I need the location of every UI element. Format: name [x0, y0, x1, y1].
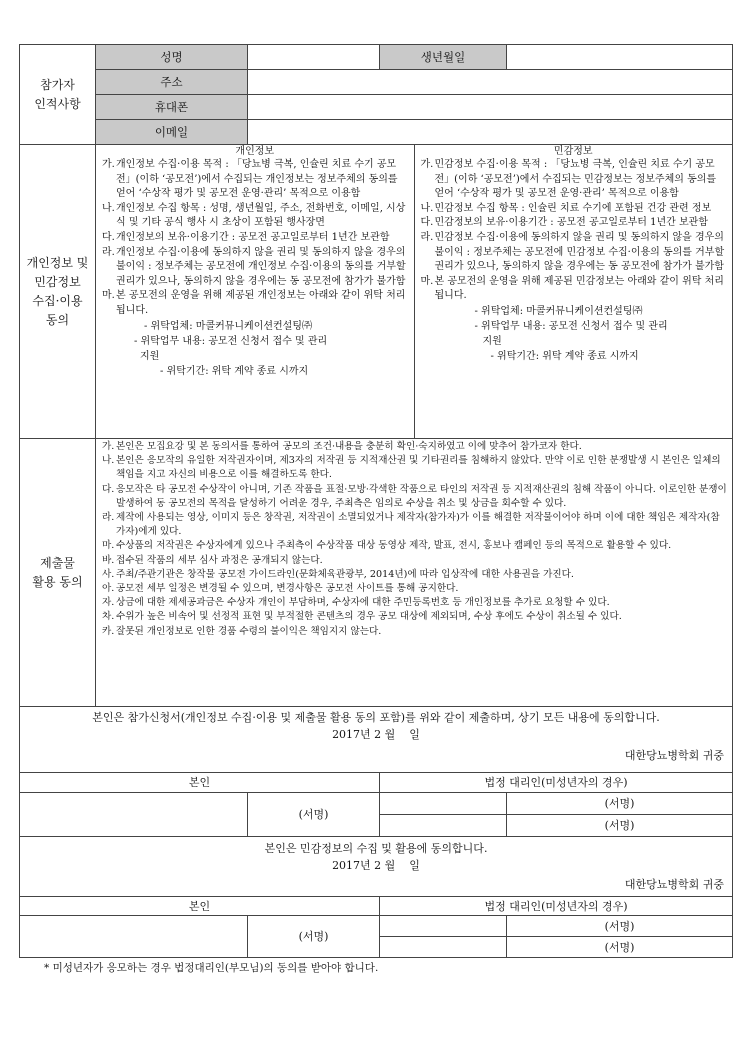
- submission-list: [100, 440, 728, 639]
- list-item-marker: 라.: [102, 512, 115, 524]
- birth-label: 생년월일: [380, 45, 507, 70]
- list-item-marker: 가.: [102, 441, 115, 452]
- list-item-text: 본인은 모집요강 및 본 동의서를 통하여 공모의 조건·내용을 충분히 확인·숙지하였고 이에 맞추어 참가코자 한다.: [116, 441, 582, 452]
- list-item-marker: 마.: [102, 540, 115, 552]
- decl1-self-label: 본인: [20, 773, 380, 793]
- list-item-text: 본 공모전의 운영을 위해 제공된 민감정보는 아래와 같이 위탁 처리됩니다.: [434, 275, 724, 302]
- list-item-marker: 바.: [102, 554, 115, 566]
- decl1-guardian-name-field-1[interactable]: [380, 793, 507, 815]
- minor-consent-note: * 미성년자가 응모하는 경우 법정대리인(부모님)의 동의를 받아야 합니다.: [44, 962, 379, 974]
- list-item: [419, 202, 729, 217]
- decl2-self-name-field[interactable]: [20, 916, 248, 958]
- address-label: 주소: [96, 70, 248, 95]
- list-item-text: 잘못된 개인정보로 인한 경품 수령의 불이익은 책임지지 않는다.: [116, 625, 382, 637]
- list-item: [100, 483, 728, 511]
- list-item-text: 개인정보 수집 항목 : 성명, 생년월일, 주소, 전화번호, 이메일, 시상식 및 기타 공식 행사 시 초상이 포함된 행사장면: [116, 202, 406, 229]
- list-item-text: 민감정보 수집·이용에 동의하지 않을 권리 및 동의하지 않을 경우의 불이익 : 정보주체는 공모전에 민감정보 수집·이용의 동의를 거부할 권리가 있으나, 동의하지 않을 경우에는 동 공모전에 참가가 불가함: [434, 231, 725, 273]
- personal-consignee: - 위탁업체: 마콜커뮤니케이션컨설팅㈜: [144, 320, 313, 332]
- list-item: [419, 216, 729, 231]
- submission-consent-body: [96, 439, 733, 707]
- list-item: [100, 568, 728, 582]
- sensitive-task-cont: 지원: [482, 335, 502, 347]
- privacy-section-label: 개인정보 및 민감정보 수집·이용 동의: [20, 145, 96, 439]
- list-item-text: 수상품의 저작권은 수상자에게 있으나 주최측이 수상작품 대상 동영상 제작, 발표, 전시, 홍보나 캠페인 등의 목적으로 활용할 수 있다.: [116, 540, 672, 552]
- declaration-2-date: 2017년 2 월 일: [332, 859, 420, 872]
- list-item-marker: 차.: [102, 611, 115, 623]
- decl2-guardian-name-field-2[interactable]: [380, 937, 507, 958]
- decl1-guardian-name-field-2[interactable]: [380, 815, 507, 837]
- list-item-text: 본인은 응모작의 유일한 저작권자이며, 제3자의 저작권 등 지적재산권 및 기타권리를 침해하지 않았다. 만약 이로 인한 분쟁발생 시 본인은 일체의 책임을 지고 자신의 비용으로 이를 해결하도록 한다.: [116, 455, 721, 481]
- submission-section-label: 제출물 활용 동의: [20, 439, 96, 707]
- decl1-guardian-signature-1[interactable]: (서명): [507, 793, 733, 815]
- list-item-marker: 라.: [102, 246, 115, 258]
- list-item: [100, 158, 410, 202]
- list-item-marker: 자.: [102, 597, 115, 609]
- decl1-guardian-signature-2[interactable]: (서명): [507, 815, 733, 837]
- sensitive-task: - 위탁업무 내용: 공모전 신청서 접수 및 관리: [474, 320, 668, 332]
- list-item-marker: 다.: [102, 231, 115, 243]
- list-item-text: 개인정보 수집·이용 목적 : 「당뇨병 극복, 인슐린 치료 수기 공모전」(이하 ‘공모전’)에서 수집되는 개인정보는 정보주체의 동의를 얻어 ‘수상작 평가 및 공모전 운영·관리’ 목적으로 이용함: [116, 159, 398, 200]
- decl1-self-name-field[interactable]: [20, 793, 248, 837]
- birth-field[interactable]: [507, 45, 733, 70]
- decl2-guardian-name-field-1[interactable]: [380, 916, 507, 937]
- list-item-text: 민감정보의 보유·이용기간 : 공모전 공고일로부터 1년간 보관함: [434, 217, 708, 229]
- phone-field[interactable]: [248, 95, 733, 120]
- email-label: 이메일: [96, 120, 248, 145]
- list-item: [100, 610, 728, 624]
- list-item-text: 민감정보 수집·이용 목적 : 「당뇨병 극복, 인슐린 치료 수기 공모전」(이하 ‘공모전’)에서 수집되는 민감정보는 정보주체의 동의를 얻어 ‘수상작 평가 및 공모전 운영·관리’ 목적으로 이용함: [434, 159, 717, 200]
- decl2-guardian-label: 법정 대리인(미성년자의 경우): [380, 897, 733, 916]
- list-item: [419, 275, 729, 304]
- list-item-text: 주최/주관기관은 창작물 공모전 가이드라인(문화체육관광부, 2014년)에 따라 입상작에 대한 사용권을 가진다.: [116, 568, 574, 580]
- list-item-text: 상금에 대한 제세공과금은 수상자 개인이 부담하며, 수상자에 대한 주민등록번호 등 개인정보를 추가로 요청할 수 있다.: [116, 597, 610, 609]
- decl2-self-label: 본인: [20, 897, 380, 916]
- declaration-1-date: 2017년 2 월 일: [332, 728, 420, 741]
- decl1-guardian-label: 법정 대리인(미성년자의 경우): [380, 773, 733, 793]
- sensitive-info-column: [414, 145, 732, 438]
- list-item: [419, 231, 729, 275]
- name-field[interactable]: [248, 45, 380, 70]
- privacy-consent-body: [96, 145, 733, 439]
- list-item-text: 본 공모전의 운영을 위해 제공된 개인정보는 아래와 같이 위탁 처리됩니다.: [116, 290, 406, 316]
- list-item-marker: 나.: [102, 202, 115, 214]
- personal-period: - 위탁기간: 위탁 계약 종료 시까지: [160, 365, 309, 377]
- privacy-columns: [96, 145, 732, 438]
- list-item-text: 개인정보의 보유·이용기간 : 공모전 공고일로부터 1년간 보관함: [116, 231, 390, 243]
- list-item-marker: 가.: [102, 159, 115, 170]
- list-item-text: 민감정보 수집 항목 : 인슐린 치료 수기에 포함된 건강 관련 정보: [434, 202, 712, 214]
- declaration-1: [20, 707, 733, 773]
- declaration-1-recipient: 대한당뇨병학회 귀중: [624, 749, 724, 762]
- list-item: [100, 539, 728, 553]
- list-item-text: 접수된 작품의 세부 심사 과정은 공개되지 않는다.: [116, 554, 323, 566]
- list-item-text: 제작에 사용되는 영상, 이미지 등은 창작권, 저작권이 소멸되었거나 제작자(참가자)가 이를 해결한 저작물이어야 하며 이에 대한 책임은 제작자(참가자)에게 있다.: [116, 512, 720, 538]
- email-field[interactable]: [248, 120, 733, 145]
- phone-label: 휴대폰: [96, 95, 248, 120]
- list-item-marker: 카.: [102, 625, 115, 637]
- sensitive-period: - 위탁기간: 위탁 계약 종료 시까지: [490, 350, 639, 362]
- personal-info-title: 개인정보: [235, 146, 275, 157]
- sensitive-info-list: [419, 158, 729, 304]
- list-item-marker: 사.: [102, 568, 115, 580]
- list-item: [100, 596, 728, 610]
- list-item: [419, 158, 729, 202]
- list-item-text: 응모작은 타 공모전 수상작이 아니며, 기존 작품을 표절·모방·각색한 작품으로 타인의 저작권 등 지적재산권의 침해 작품이 아니다. 이로인한 분쟁이 발생하여 동 공모전의 목적을 달성하기 어려운 경우, 주최측은 임의로 수상을 취소 및 상금을 회수할 수 있다.: [116, 483, 727, 509]
- list-item-text: 개인정보 수집·이용에 동의하지 않을 권리 및 동의하지 않을 경우의 불이익 : 정보주체는 공모전에 개인정보 수집·이용의 동의를 거부할 권리가 있으나, 동의하지 않을 경우에는 동 공모전에 참가가 불가함: [116, 246, 406, 287]
- personal-info-list: [100, 158, 410, 319]
- list-item: [100, 440, 728, 454]
- list-item-marker: 마.: [102, 290, 115, 302]
- decl2-guardian-signature-2[interactable]: (서명): [507, 937, 733, 958]
- decl2-guardian-signature-1[interactable]: (서명): [507, 916, 733, 937]
- list-item-text: 수위가 높은 비속어 및 선정적 표현 및 부적절한 콘텐츠의 경우 공모 대상에 제외되며, 수상 후에도 수상이 취소될 수 있다.: [116, 611, 622, 623]
- list-item-text: 공모전 세부 일정은 변경될 수 있으며, 변경사항은 공모전 사이트를 통해 공지한다.: [116, 583, 459, 595]
- personal-task-cont: 지원: [140, 350, 160, 362]
- list-item-marker: 라.: [420, 231, 434, 243]
- name-label: 성명: [96, 45, 248, 70]
- list-item: [100, 231, 410, 246]
- personal-info-column: [96, 145, 414, 438]
- list-item-marker: 가.: [420, 159, 434, 170]
- list-item-marker: 다.: [420, 217, 434, 229]
- list-item-marker: 나.: [420, 202, 434, 214]
- address-field[interactable]: [248, 70, 733, 95]
- participant-section-label: 참가자 인적사항: [20, 45, 96, 145]
- declaration-2: [20, 837, 733, 897]
- sensitive-info-title: 민감정보: [553, 146, 593, 157]
- declaration-2-recipient: 대한당뇨병학회 귀중: [624, 878, 724, 891]
- list-item-marker: 나.: [102, 455, 115, 467]
- sensitive-consignee: - 위탁업체: 마콜커뮤니케이션컨설팅㈜: [474, 305, 643, 317]
- list-item-marker: 아.: [102, 583, 115, 595]
- decl1-self-signature[interactable]: (서명): [248, 793, 380, 837]
- list-item-marker: 다.: [102, 483, 115, 495]
- list-item: [100, 289, 410, 318]
- personal-task: - 위탁업무 내용: 공모전 신청서 접수 및 관리: [134, 335, 328, 347]
- list-item: [100, 202, 410, 231]
- declaration-2-statement: 본인은 민감정보의 수집 및 활용에 동의합니다.: [264, 842, 488, 855]
- list-item: [100, 511, 728, 539]
- application-form: [19, 44, 733, 958]
- decl2-self-signature[interactable]: (서명): [248, 916, 380, 958]
- list-item: [100, 554, 728, 568]
- list-item: [100, 625, 728, 639]
- list-item-marker: 마.: [420, 275, 434, 287]
- list-item: [100, 582, 728, 596]
- list-item: [100, 246, 410, 290]
- declaration-1-statement: 본인은 참가신청서(개인정보 수집·이용 및 제출물 활용 동의 포함)를 위와 같이 제출하며, 상기 모든 내용에 동의합니다.: [92, 711, 660, 724]
- list-item: [100, 454, 728, 482]
